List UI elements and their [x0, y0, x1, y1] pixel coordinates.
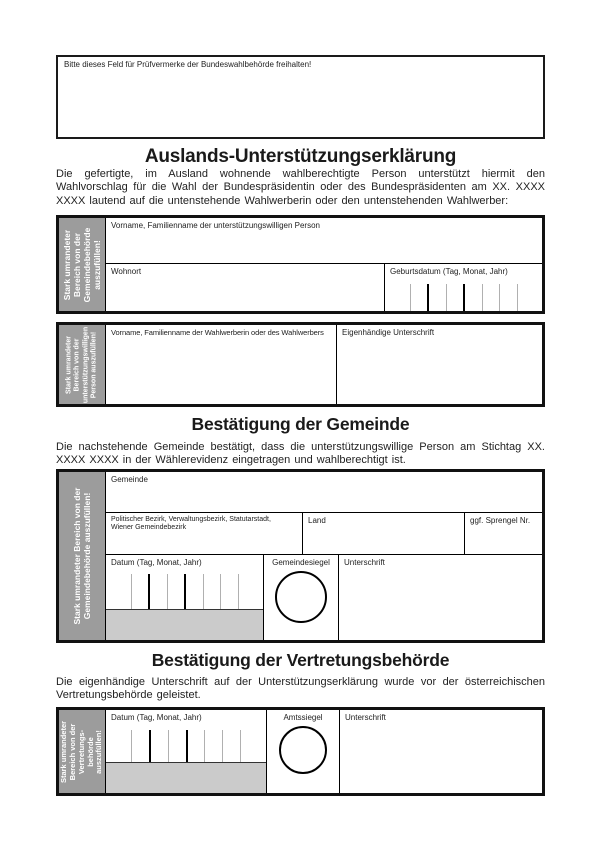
sidebar-line: auszufüllen! — [94, 729, 104, 774]
digit-cell[interactable] — [241, 730, 258, 762]
digit-cell[interactable] — [169, 730, 188, 762]
sidebar-line: Bereich von der — [71, 232, 82, 297]
representation-date-field[interactable] — [106, 710, 267, 793]
digit-cell[interactable] — [483, 284, 501, 311]
digit-cell[interactable] — [205, 730, 223, 762]
land-label: Land — [308, 516, 326, 525]
digit-cell[interactable] — [188, 730, 206, 762]
digit-cell[interactable] — [204, 574, 222, 609]
digit-cell[interactable] — [411, 284, 430, 311]
candidate-name-field[interactable] — [106, 325, 337, 404]
sidebar-line: Stark umrandeter — [65, 335, 73, 394]
digit-cell[interactable] — [447, 284, 466, 311]
municipality-sidebar-text — [72, 488, 92, 625]
digit-cell[interactable] — [223, 730, 241, 762]
residence-label: Wohnort — [111, 267, 142, 276]
residence-field[interactable] — [106, 264, 385, 311]
shaded-area — [106, 762, 266, 793]
sidebar-line: Gemeindebehörde — [82, 227, 92, 302]
sidebar-line: behörde — [85, 736, 95, 767]
digit-cell[interactable] — [151, 730, 169, 762]
digit-cell[interactable] — [132, 730, 151, 762]
representation-text: Die eigenhändige Unterschrift auf der Unterstützungserklärung wurde vor der österreichischen Vertretungsbehörde geleistet. — [56, 676, 545, 702]
municipality-signature-label: Unterschrift — [344, 558, 385, 567]
digit-cell[interactable] — [429, 284, 447, 311]
supporter-sidebar — [59, 218, 106, 311]
birthdate-digit-boxes[interactable] — [393, 284, 534, 311]
amtssiegel-cell[interactable] — [267, 710, 340, 793]
pruefvermerke-label: Bitte dieses Feld für Prüfvermerke der Bundeswahlbehörde freihalten! — [64, 60, 312, 69]
sidebar-line: auszufüllen! — [92, 239, 103, 290]
representation-heading: Bestätigung der Vertretungsbehörde — [151, 650, 450, 670]
amtssiegel-label: Amtssiegel — [283, 713, 323, 722]
gemeindesiegel-label: Gemeindesiegel — [272, 558, 330, 567]
gemeindesiegel-circle — [275, 571, 327, 623]
digit-cell[interactable] — [500, 284, 518, 311]
municipality-box — [56, 469, 545, 643]
representation-date-digit-boxes[interactable] — [114, 730, 258, 762]
digit-cell[interactable] — [168, 574, 187, 609]
digit-cell[interactable] — [114, 574, 132, 609]
supporter-signature-field[interactable] — [337, 325, 542, 404]
sidebar-line: Stark umrandeter — [59, 720, 68, 783]
candidate-sidebar — [59, 325, 106, 404]
supporter-box — [56, 215, 545, 314]
sidebar-line: Vertretungs- — [76, 729, 86, 774]
bezirk-field[interactable] — [106, 513, 303, 554]
sidebar-line: Bereich von der — [73, 338, 81, 391]
land-field[interactable] — [303, 513, 465, 554]
digit-cell[interactable] — [150, 574, 168, 609]
municipality-date-field[interactable] — [106, 555, 264, 640]
digit-cell[interactable] — [186, 574, 204, 609]
municipality-signature-field[interactable] — [339, 555, 542, 640]
municipality-date-digit-boxes[interactable] — [114, 574, 255, 609]
sidebar-line: Bereich von der — [67, 723, 77, 780]
representation-signature-label: Unterschrift — [345, 713, 386, 722]
digit-cell[interactable] — [221, 574, 239, 609]
gemeinde-field[interactable] — [106, 472, 542, 513]
digit-cell[interactable] — [132, 574, 151, 609]
municipality-date-label: Datum (Tag, Monat, Jahr) — [111, 558, 202, 567]
supporter-signature-label: Eigenhändige Unterschrift — [342, 328, 435, 337]
candidate-sidebar-text — [66, 326, 99, 402]
representation-sidebar — [59, 710, 106, 793]
sidebar-line: Gemeindebehörde auszufüllen! — [82, 492, 92, 620]
candidate-name-label: Vorname, Familienname der Wahlwerberin oder des Wahlwerbers — [111, 328, 324, 337]
representation-date-label: Datum (Tag, Monat, Jahr) — [111, 713, 202, 722]
bezirk-label-line: Politischer Bezirk, Verwaltungsbezirk, Statutarstadt, — [111, 516, 271, 523]
birthdate-field[interactable] — [385, 264, 542, 311]
municipality-text: Die nachstehende Gemeinde bestätigt, dass die unterstützungswillige Person am Stichtag XX. XXXX XXXX in der Wählerevidenz eingetragen und wahlberechtigt ist. — [56, 441, 545, 467]
municipality-heading: Bestätigung der Gemeinde — [191, 414, 410, 434]
digit-cell[interactable] — [465, 284, 483, 311]
representation-box — [56, 707, 545, 796]
digit-cell[interactable] — [518, 284, 535, 311]
gemeindesiegel-cell[interactable] — [264, 555, 339, 640]
birthdate-label: Geburtsdatum (Tag, Monat, Jahr) — [390, 267, 508, 276]
supporter-sidebar-text — [62, 227, 102, 302]
sidebar-line: unterstützungswilligen — [82, 326, 89, 403]
municipality-sidebar — [59, 472, 106, 640]
digit-cell[interactable] — [114, 730, 132, 762]
shaded-area — [106, 609, 263, 640]
gemeinde-label: Gemeinde — [111, 475, 148, 484]
pruefvermerke-box[interactable] — [56, 55, 545, 139]
sprengel-label: ggf. Sprengel Nr. — [470, 516, 531, 525]
supporter-name-label: Vorname, Familienname der unterstützungswilligen Person — [111, 221, 320, 230]
representation-sidebar-text — [60, 720, 104, 782]
sidebar-line: Stark umrandeter — [61, 229, 72, 300]
amtssiegel-circle — [279, 726, 327, 774]
intro-text: Die gefertigte, im Ausland wohnende wahlberechtigte Person unterstützt hiermit den Wahlvorschlag für die Wahl der Bundespräsidentin oder des Bundespräsidenten am XX. XXXX XXXX lautend auf die untenstehende Wahlwerberin oder den untenstehenden Wahlwerber: — [56, 168, 545, 207]
digit-cell[interactable] — [239, 574, 256, 609]
digit-cell[interactable] — [393, 284, 411, 311]
sidebar-line: Person auszufüllen! — [90, 331, 98, 398]
bezirk-label-line: Wiener Gemeindebezirk — [111, 524, 187, 532]
representation-signature-field[interactable] — [340, 710, 542, 793]
sprengel-field[interactable] — [465, 513, 542, 554]
candidate-box — [56, 322, 545, 407]
sidebar-line: Stark umrandeter Bereich von der — [71, 487, 82, 625]
form-title: Auslands-Unterstützungserklärung — [144, 146, 457, 167]
supporter-name-field[interactable] — [106, 218, 542, 264]
